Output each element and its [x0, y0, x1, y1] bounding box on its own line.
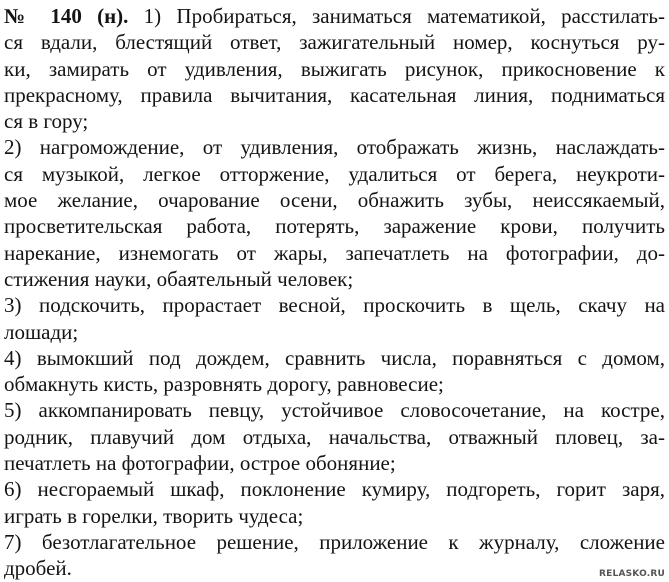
text-line: родник, плавучий дом отдыха, начальства, отважный пловец, за- — [4, 424, 665, 449]
text-line: обмакнуть кисть, разровнять дорогу, равновесие; — [4, 372, 444, 397]
text-line: ся в гору; — [4, 109, 89, 134]
item-5 — [4, 397, 665, 476]
text-line: печатлеть на фотографии, острое обоняние; — [4, 451, 396, 476]
text-line: 7) безотлагательное решение, приложение к журналу, сложение — [4, 529, 665, 554]
text-line: нарекание, изнемогать от жары, запечатлеть на фотографии, до- — [4, 240, 665, 265]
site-watermark: RELASKO.RU — [599, 569, 665, 579]
item-2 — [4, 134, 665, 292]
text-line: № 140 (н). 1) Пробираться, заниматься математикой, расстилать- — [4, 4, 665, 28]
text-line: 3) подскочить, прорастает весной, проскочить в щель, скачу на — [4, 293, 665, 318]
text-line: просветительская работа, потерять, заражение крови, получить — [4, 214, 665, 239]
item-1 — [4, 3, 665, 134]
text-line: 4) вымокший под дождем, сравнить числа, поравняться с домом, — [4, 345, 665, 370]
text-line: играть в горелки, творить чудеса; — [4, 503, 304, 528]
exercise-number: № 140 (н). — [4, 4, 129, 28]
exercise-140 — [4, 3, 665, 582]
text-line: дробей. — [4, 556, 72, 581]
item-3 — [4, 292, 665, 345]
text-line: ся вдали, блестящий ответ, зажигательный номер, коснуться ру- — [4, 30, 665, 55]
text-line: прекрасному, правила вычитания, касательная линия, подниматься — [4, 82, 665, 107]
text-line: ки, замирать от удивления, выжигать рисунок, прикосновение к — [4, 56, 665, 81]
text-line: мое желание, очарование осени, обнажить зубы, неиссякаемый, — [4, 188, 665, 213]
item-7 — [4, 529, 665, 582]
text-line: лошади; — [4, 319, 79, 344]
item-6 — [4, 476, 665, 529]
item-4 — [4, 345, 665, 398]
text-line: 5) аккомпанировать певцу, устойчивое словосочетание, на костре, — [4, 398, 665, 423]
text-line: 6) несгораемый шкаф, поклонение кумиру, подгореть, горит заря, — [4, 477, 665, 502]
text-line: 2) нагромождение, от удивления, отображать жизнь, наслаждать- — [4, 135, 665, 160]
text-line: ся музыкой, легкое отторжение, удалиться от берега, неукроти- — [4, 161, 665, 186]
text-line: стижения науки, обаятельный человек; — [4, 266, 354, 291]
